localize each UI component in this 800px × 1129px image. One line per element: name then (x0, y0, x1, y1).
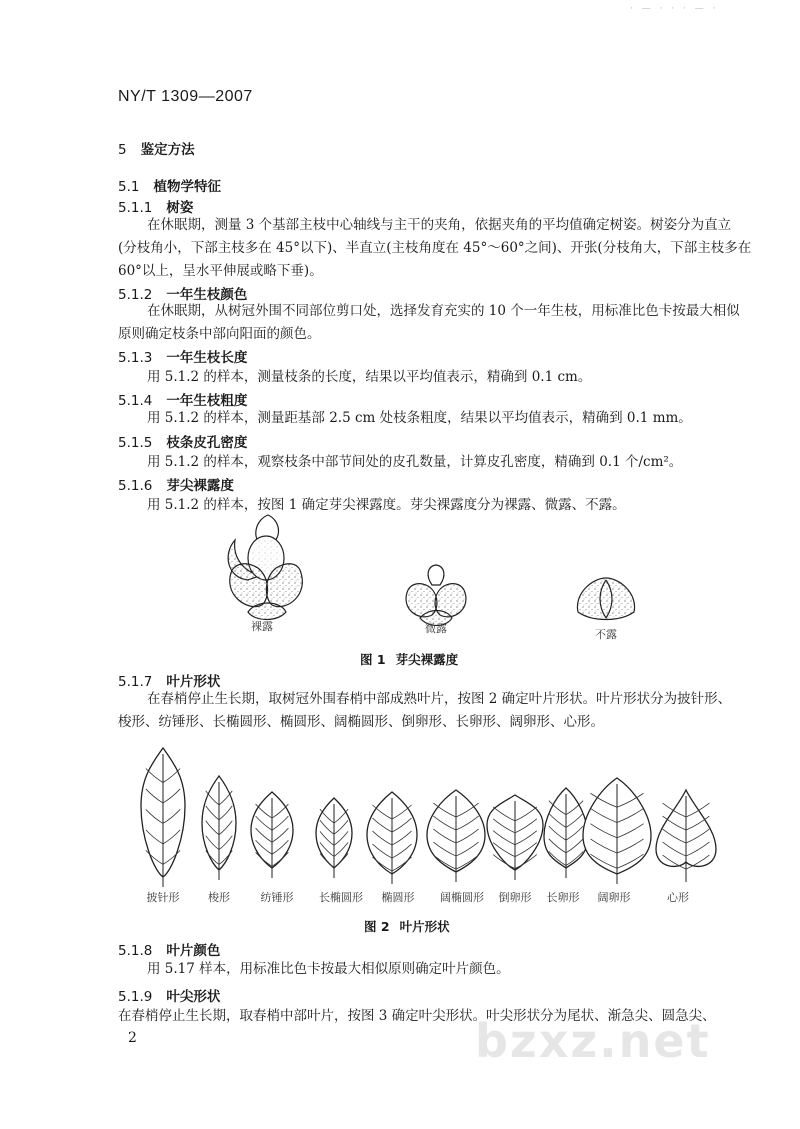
leaf-shape-10 (656, 790, 716, 882)
leaf-label-9: 阔卵形 (597, 891, 631, 904)
scan-marks: · — · · · — · (630, 4, 719, 14)
section-heading-5-1-1: 5.1.1 树姿 (118, 200, 194, 216)
leaf-shape-8 (544, 788, 588, 878)
section-heading-5-1-3: 5.1.3 一年生枝长度 (118, 350, 248, 366)
leaf-label-10: 心形 (667, 891, 689, 904)
bud-label-exposed: 裸露 (251, 620, 273, 633)
figure2-caption: 图 2 叶片形状 (364, 919, 450, 934)
paragraph-line: 在春梢停止生长期，取春梢中部叶片，按图 3 确定叶尖形状。叶尖形状分为尾状、渐急尖、圆急尖、 (118, 1008, 716, 1024)
bud-label-slightly-exposed: 微露 (425, 622, 447, 635)
leaf-label-3: 纺锤形 (260, 891, 294, 904)
paragraph-line: 在休眠期，从树冠外围不同部位剪口处，选择发育充实的 10 个一年生枝，用标准比色卡按最大相似 (147, 303, 740, 319)
leaf-label-6: 阔椭圆形 (440, 891, 484, 904)
paragraph-line: 原则确定枝条中部向阳面的颜色。 (118, 326, 321, 342)
paragraph-line: 用 5.1.2 的样本，测量距基部 2.5 cm 处枝条粗度，结果以平均值表示，精确到 0.1 mm。 (147, 410, 692, 426)
leaf-shape-9 (583, 778, 651, 884)
leaf-label-2: 梭形 (208, 891, 230, 904)
section-heading-5-1-8: 5.1.8 叶片颜色 (118, 943, 221, 959)
section-heading-5-1-2: 5.1.2 一年生枝颜色 (118, 287, 248, 303)
leaf-label-4: 长椭圆形 (319, 891, 363, 904)
leaf-label-1: 披针形 (146, 891, 180, 904)
figure1-caption: 图 1 芽尖裸露度 (360, 652, 459, 667)
section-heading-5-1-5: 5.1.5 枝条皮孔密度 (118, 435, 248, 451)
section-heading-5: 5 鉴定方法 (118, 142, 195, 158)
paragraph-line: 60°以上，呈水平伸展或略下垂)。 (118, 263, 323, 279)
leaf-shape-2 (202, 776, 236, 880)
paragraph-line: 用 5.1.2 的样本，按图 1 确定芽尖裸露度。芽尖裸露度分为裸露、微露、不露。 (147, 497, 626, 513)
leaf-shape-5 (367, 792, 417, 884)
section-heading-5-1-4: 5.1.4 一年生枝粗度 (118, 393, 248, 409)
section-heading-5-1: 5.1 植物学特征 (118, 179, 221, 195)
paragraph-line: 梭形、纺锤形、长椭圆形、椭圆形、阔椭圆形、倒卵形、长卵形、阔卵形、心形。 (118, 714, 604, 730)
leaf-shape-4 (316, 798, 352, 878)
leaf-shape-1 (141, 748, 185, 887)
leaf-shape-3 (251, 792, 293, 878)
bud-label-not-exposed: 不露 (595, 628, 617, 641)
section-heading-5-1-7: 5.1.7 叶片形状 (118, 674, 221, 690)
leaf-label-7: 倒卵形 (498, 891, 532, 904)
standard-code: NY/T 1309—2007 (118, 88, 253, 105)
watermark: bzxz.net (475, 1014, 711, 1068)
paragraph-line: 在春梢停止生长期，取树冠外围春梢中部成熟叶片，按图 2 确定叶片形状。叶片形状分为披针形、 (147, 691, 732, 707)
paragraph-line: 用 5.1.2 的样本，测量枝条的长度，结果以平均值表示，精确到 0.1 cm。 (147, 369, 592, 385)
paragraph-line: 用 5.1.2 的样本，观察枝条中部节间处的皮孔数量，计算皮孔密度，精确到 0.1 个/cm²。 (147, 454, 683, 470)
paragraph-line: (分枝角小，下部主枝多在 45°以下)、半直立(主枝角度在 45°～60°之间)、开张(分枝角大，下部主枝多在 (118, 240, 752, 256)
leaf-shape-7 (487, 795, 543, 880)
section-heading-5-1-6: 5.1.6 芽尖裸露度 (118, 478, 234, 494)
paragraph-line: 用 5.17 样本，用标准比色卡按最大相似原则确定叶片颜色。 (147, 961, 510, 977)
leaf-label-5: 椭圆形 (381, 891, 415, 904)
page-number: 2 (128, 1030, 137, 1046)
leaf-shape-6 (427, 790, 485, 882)
leaf-label-8: 长卵形 (546, 891, 580, 904)
paragraph-line: 在休眠期，测量 3 个基部主枝中心轴线与主干的夹角，依据夹角的平均值确定树姿。树姿分为直立 (147, 217, 732, 233)
section-heading-5-1-9: 5.1.9 叶尖形状 (118, 989, 221, 1005)
